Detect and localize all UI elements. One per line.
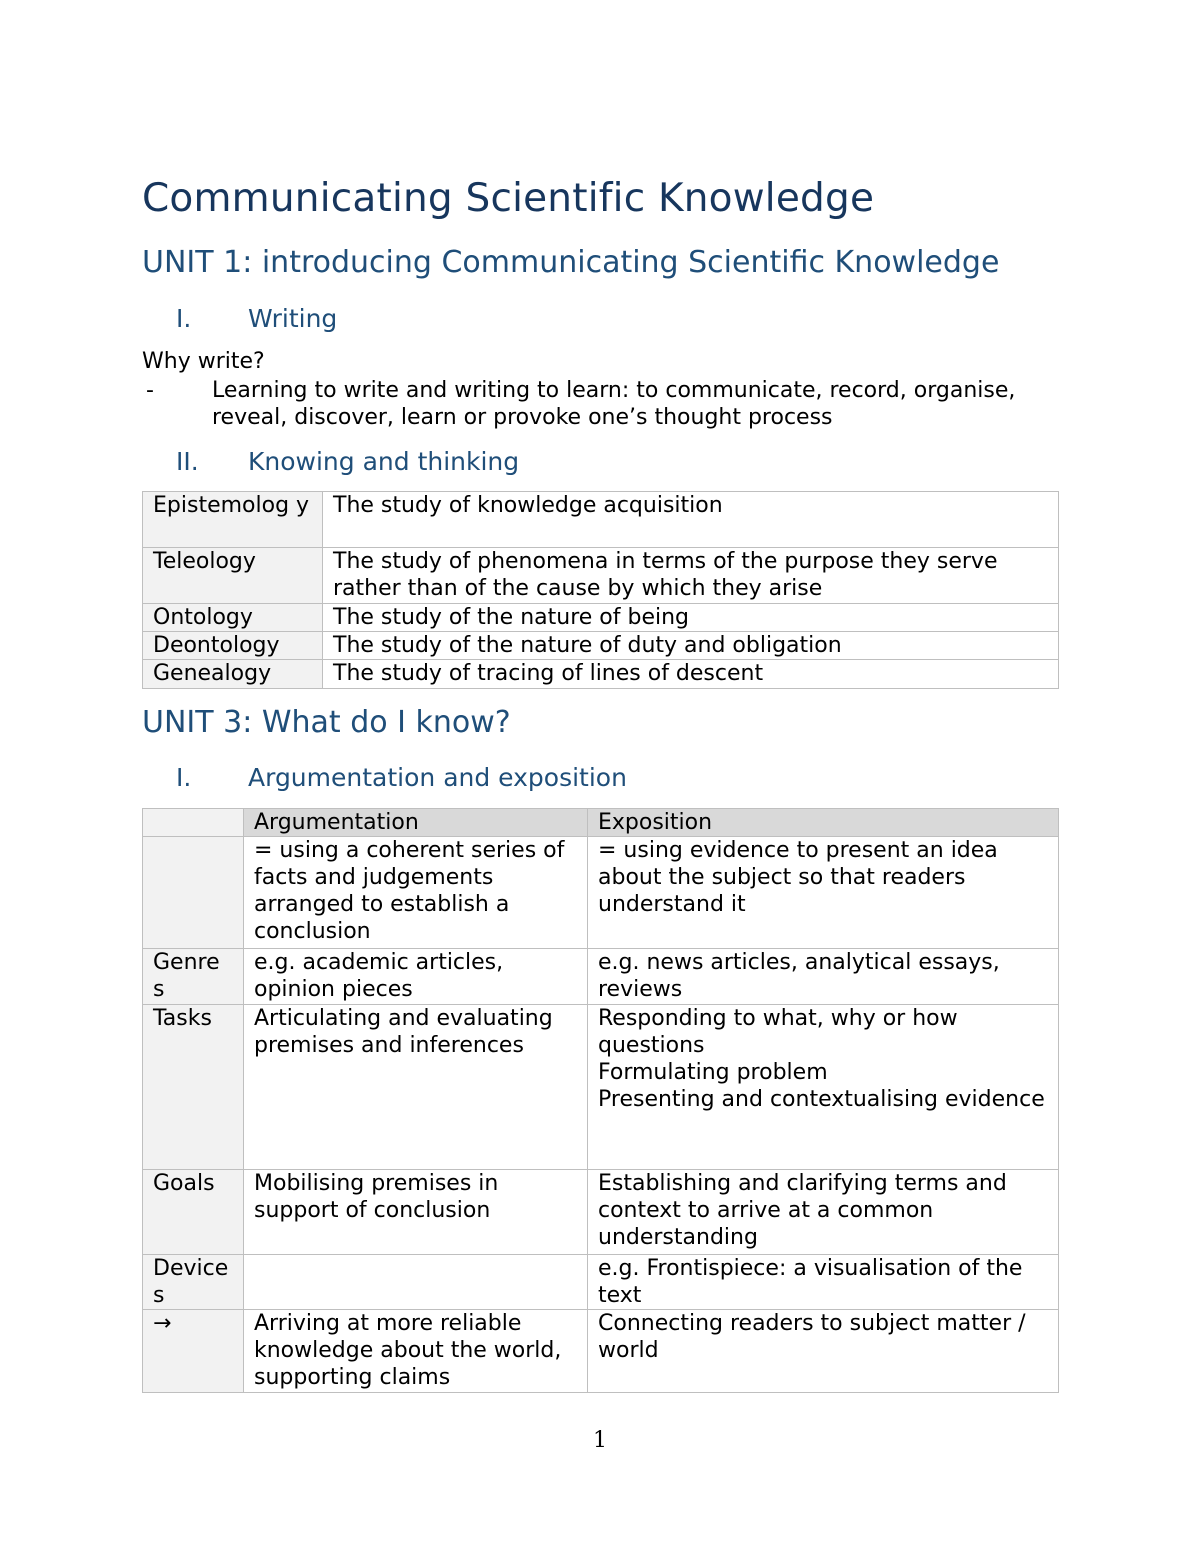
argumentation-table	[142, 808, 1059, 1393]
table-row	[143, 548, 1059, 604]
argumentation-cell: = using a coherent series of facts and judgements arranged to establish a conclusion	[244, 837, 588, 949]
term-cell: Teleology	[143, 548, 323, 604]
exposition-line: e.g. news articles, analytical essays, reviews	[598, 950, 1000, 1002]
section-label: Writing	[248, 304, 338, 333]
exposition-cell	[588, 949, 1059, 1005]
section-number: I.	[176, 304, 192, 333]
argumentation-cell: Mobilising premises in support of conclusion	[244, 1170, 588, 1255]
table-row	[143, 492, 1059, 548]
section-number: II.	[176, 447, 199, 476]
argumentation-cell: e.g. academic articles, opinion pieces	[244, 949, 588, 1005]
row-label-cell: Genre s	[143, 949, 244, 1005]
argumentation-cell	[244, 1255, 588, 1310]
unit1-heading: UNIT 1: introducing Communicating Scientific Knowledge	[142, 245, 1000, 280]
section-argumentation-heading	[142, 763, 627, 792]
row-label-cell: Tasks	[143, 1005, 244, 1170]
term-cell: Genealogy	[143, 660, 323, 689]
exposition-cell	[588, 1310, 1059, 1393]
exposition-cell	[588, 1255, 1059, 1310]
exposition-line: Presenting and contextualising evidence	[598, 1087, 1045, 1112]
definition-cell: The study of knowledge acquisition	[323, 492, 1059, 548]
term-cell: Epistemolog y	[143, 492, 323, 548]
unit3-heading: UNIT 3: What do I know?	[142, 705, 511, 740]
argumentation-cell: Articulating and evaluating premises and inferences	[244, 1005, 588, 1170]
table-row	[143, 632, 1059, 660]
table-row	[143, 1170, 1059, 1255]
section-knowing-heading	[142, 447, 519, 476]
exposition-line: e.g. Frontispiece: a visualisation of the text	[598, 1256, 1023, 1308]
table-row	[143, 1005, 1059, 1170]
exposition-line: Connecting readers to subject matter / world	[598, 1311, 1026, 1363]
exposition-cell	[588, 837, 1059, 949]
table-row	[143, 1255, 1059, 1310]
table-header-row	[143, 809, 1059, 837]
exposition-cell	[588, 1170, 1059, 1255]
header-cell: Argumentation	[244, 809, 588, 837]
section-number: I.	[176, 763, 192, 792]
exposition-line: = using evidence to present an idea about the subject so that readers understand it	[598, 838, 998, 917]
definition-cell: The study of tracing of lines of descent	[323, 660, 1059, 689]
row-label-cell: Device s	[143, 1255, 244, 1310]
document-title: Communicating Scientific Knowledge	[142, 176, 875, 221]
term-cell: Ontology	[143, 604, 323, 632]
term-cell: Deontology	[143, 632, 323, 660]
terms-table	[142, 491, 1059, 689]
definition-cell: The study of the nature of duty and obligation	[323, 632, 1059, 660]
page-number: 1	[593, 1428, 607, 1453]
bullet-text: Learning to write and writing to learn: to communicate, record, organise, reveal, discover, learn or provoke one’s thought process	[212, 378, 1016, 430]
exposition-line: Formulating problem	[598, 1060, 828, 1085]
row-label-cell: Goals	[143, 1170, 244, 1255]
header-cell	[143, 809, 244, 837]
definition-cell: The study of the nature of being	[323, 604, 1059, 632]
definition-cell: The study of phenomena in terms of the purpose they serve rather than of the cause by which they arise	[323, 548, 1059, 604]
table-row	[143, 949, 1059, 1005]
table-row	[143, 1310, 1059, 1393]
table-row	[143, 660, 1059, 689]
exposition-line: Establishing and clarifying terms and context to arrive at a common understanding	[598, 1171, 1007, 1250]
arrow-icon: →	[143, 1310, 244, 1393]
why-write-text: Why write?	[142, 349, 265, 374]
exposition-cell	[588, 1005, 1059, 1170]
section-label: Knowing and thinking	[248, 447, 520, 476]
bullet-dash: -	[146, 378, 154, 403]
table-row	[143, 604, 1059, 632]
argumentation-cell: Arriving at more reliable knowledge about the world, supporting claims	[244, 1310, 588, 1393]
header-cell: Exposition	[588, 809, 1059, 837]
table-row	[143, 837, 1059, 949]
row-label-cell	[143, 837, 244, 949]
exposition-line: Responding to what, why or how questions	[598, 1006, 958, 1058]
section-writing-heading	[142, 304, 337, 333]
section-label: Argumentation and exposition	[248, 763, 627, 792]
